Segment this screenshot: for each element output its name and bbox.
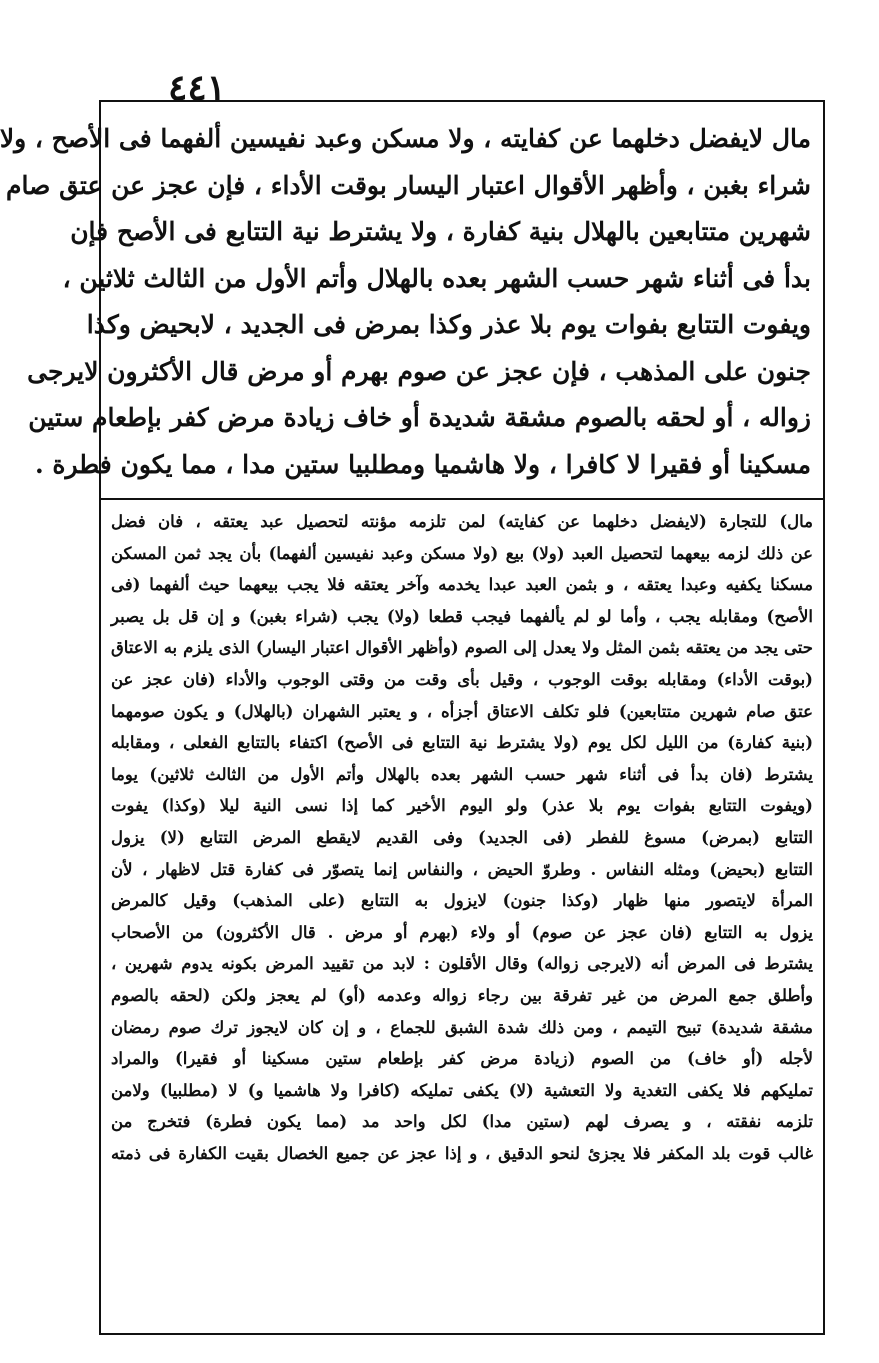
matn-line: ويفوت التتابع بفوات يوم بلا عذر وكذا بمرض فى الجديد ، لابحيض وكذا <box>86 310 811 339</box>
commentary-line: غالب قوت بلد المكفر فلا يجزئ لنحو الدقيق ، و إذا عجز عن جميع الخصال بقيت الكفارة فى ذمته <box>111 1143 813 1163</box>
matn-line: شراء بغبن ، وأظهر الأقوال اعتبار اليسار بوقت الأداء ، فإن عجز عن عتق صام <box>6 170 811 200</box>
commentary-line: حتى يجد من يعتقه بثمن المثل ولا يعدل إلى الصوم (وأظهر الأقوال اعتبار اليسار) الذى يلزم به الاعتاق <box>111 638 813 658</box>
page-number: ٤٤١ <box>168 67 227 109</box>
commentary-line: (ويفوت التتابع بفوات يوم بلا عذر) ولو اليوم الأخير كما إذا نسى النية ليلا (وكذا) يفوت <box>111 796 813 816</box>
commentary-line: (بوقت الأداء) ومقابله بوقت الوجوب ، وقيل بأى وقت من وقتى الوجوب والأداء (فان عجز عن <box>111 669 813 689</box>
commentary-line: مال) للتجارة (لايفضل دخلهما عن كفايته) لمن تلزمه مؤنته لتحصيل عبد يعتقه ، فان فضل <box>111 512 813 531</box>
commentary-line: التتابع (بمرض) مسوغ للفطر (فى الجديد) وفى القديم لايقطع المرض التتابع (لا) يزول <box>111 827 813 847</box>
commentary-line: الأصح) ومقابله يجب ، وأما لو لم يألفهما فيجب قطعا (ولا) يجب (شراء بغبن) و إن قل بل يصبر <box>111 606 813 626</box>
matn-line: بدأ فى أثناء شهر حسب الشهر بعده بالهلال وأتم الأول من الثالث ثلاثين ، <box>62 263 811 293</box>
commentary-line: يشترط (فان بدأ فى أثناء شهر حسب الشهر بعده بالهلال وأتم الأول من الثالث ثلاثين) يوما <box>111 764 813 784</box>
commentary-line: لأجله (أو خاف) من الصوم (زيادة مرض كفر بإطعام ستين مسكينا أو فقيرا) والمراد <box>111 1049 813 1069</box>
matn-line: شهرين متتابعين بالهلال بنية كفارة ، ولا يشترط نية التتابع فى الأصح فإن <box>70 217 811 246</box>
matn-line: جنون على المذهب ، فإن عجز عن صوم بهرم أو مرض قال الأكثرون لايرجى <box>27 356 811 386</box>
commentary-line: يزول به التتابع (فان عجز عن صوم) أو ولاء (بهرم أو مرض . قال الأكثرون) من الأصحاب <box>111 922 813 942</box>
commentary-line: عتق صام شهرين متتابعين) فلو تكلف الاعتاق أجزأه ، و يعتبر الشهران (بالهلال) و يكون صومهما <box>111 701 813 721</box>
commentary-line: تلزمه نفقته ، و يصرف لهم (ستين مدا) لكل واحد مد (مما يكون فطرة) فتخرج من <box>111 1112 813 1132</box>
matn-text <box>0 116 811 488</box>
page-frame <box>0 100 825 1335</box>
matn-line: زواله ، أو لحقه بالصوم مشقة شديدة أو خاف زيادة مرض كفر بإطعام ستين <box>28 403 811 432</box>
commentary-line: عن ذلك لزمه بيعهما لتحصيل العبد (ولا) بيع (ولا مسكن وعبد نفيسين ألفهما) بأن يجد ثمن المسكن <box>111 543 813 563</box>
commentary-line: التتابع (بحيض) ومثله النفاس . وطروّ الحيض ، والنفاس إنما يتصوّر فى كفارة قتل لاظهار ، لأن <box>111 859 813 879</box>
commentary-text <box>111 506 813 1326</box>
matn-line: مسكينا أو فقيرا لا كافرا ، ولا هاشميا ومطلبيا ستين مدا ، مما يكون فطرة . <box>35 449 811 479</box>
commentary-line: مسكنا يكفيه وعبدا يعتقه ، و بثمن العبد عبدا يخدمه وآخر يعتقه فلا يجب بيعهما حيث ألفهما (فى <box>111 575 813 595</box>
commentary-line: (بنية كفارة) من الليل لكل يوم (ولا يشترط نية التتابع فى الأصح) اكتفاء بالتتابع الفعلى ، ومقابله <box>111 733 813 753</box>
commentary-line: تمليكهم فلا يكفى التغدية ولا التعشية (لا) يكفى تمليكه (كافرا ولا هاشميا و) لا (مطلبيا) ولامن <box>111 1080 813 1100</box>
section-divider <box>101 498 823 500</box>
commentary-line: يشترط فى المرض أنه (لايرجى زواله) وقال الأقلون : لابد من تقييد المرض بكونه يدوم شهرين ، <box>111 954 813 974</box>
commentary-line: وأطلق جمع المرض من غير تفرقة بين رجاء زواله وعدمه (أو) لم يعجز ولكن (لحقه بالصوم <box>111 985 813 1005</box>
commentary-line: مشقة شديدة) تبيح التيمم ، ومن ذلك شدة الشبق للجماع ، و إن كان لايجوز ترك صوم رمضان <box>111 1017 813 1037</box>
matn-line: مال لايفضل دخلهما عن كفايته ، ولا مسكن وعبد نفيسين ألفهما فى الأصح ، ولا <box>0 124 811 153</box>
commentary-line: المرأة لايتصور منها ظهار (وكذا جنون) لايزول به التتابع (على المذهب) وقيل كالمرض <box>111 891 813 911</box>
